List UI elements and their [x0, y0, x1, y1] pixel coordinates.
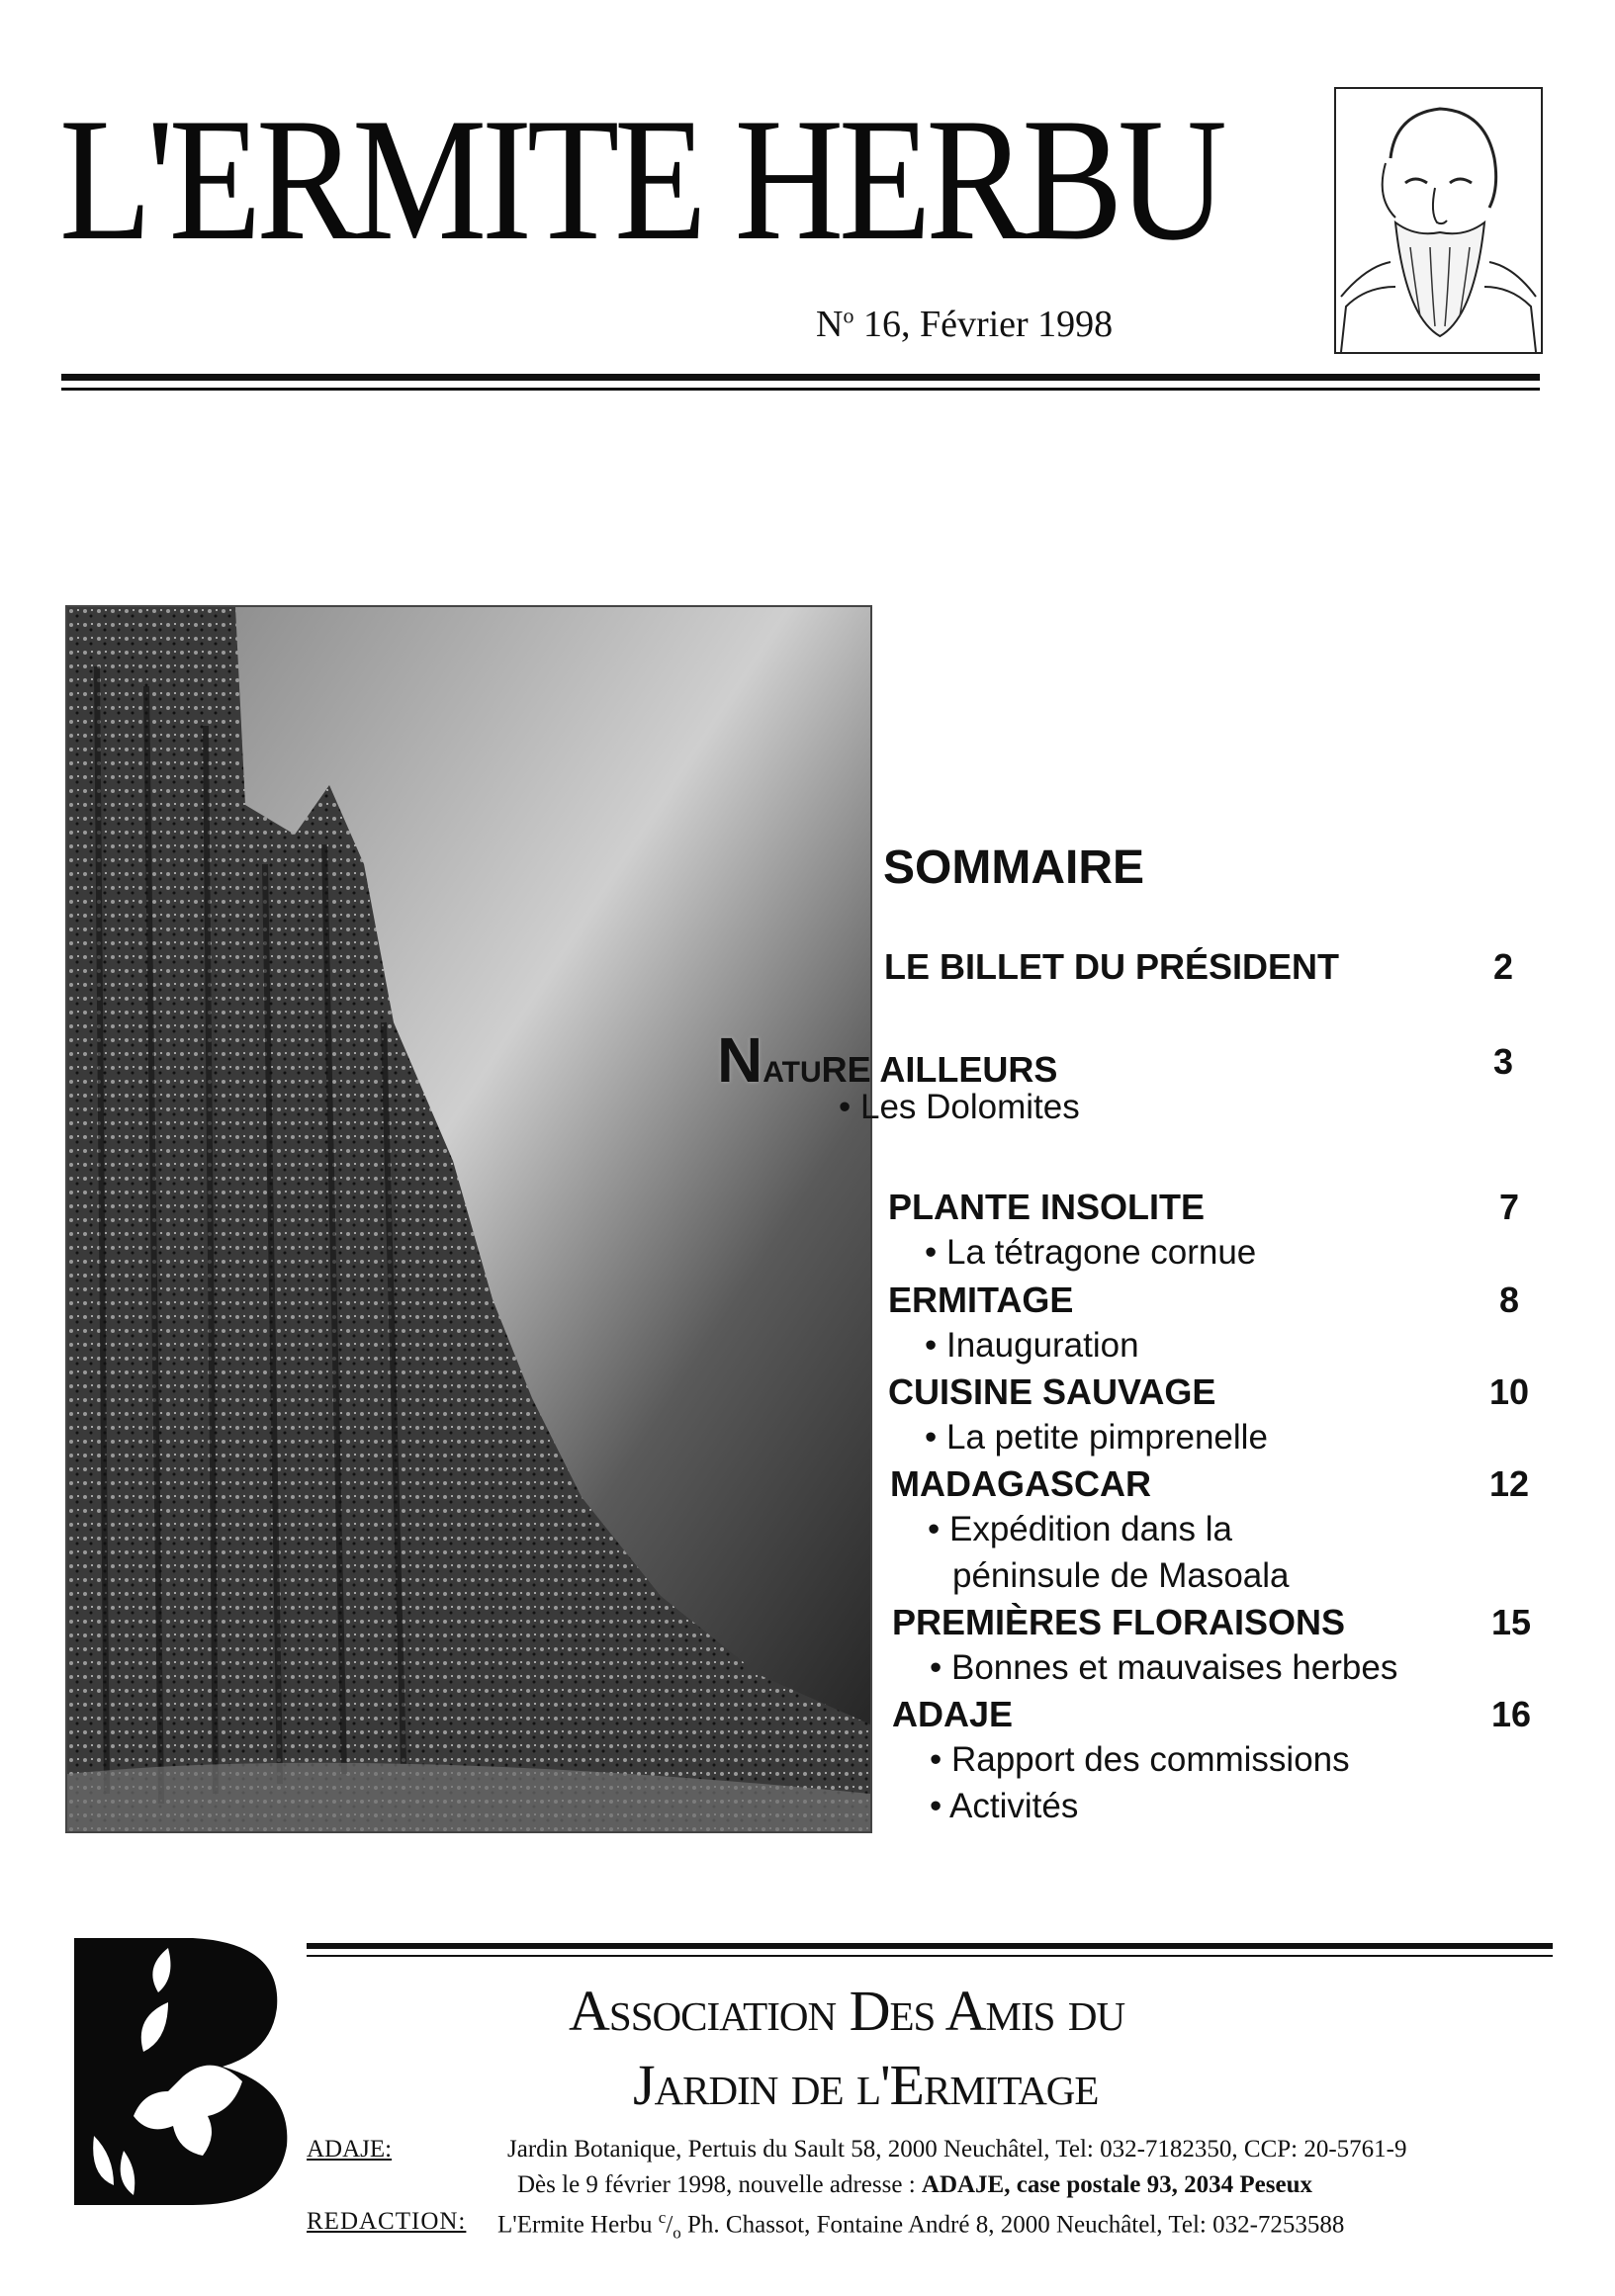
sommaire-heading: SOMMAIRE	[883, 841, 1144, 894]
masthead-title: L'ERMITE HERBU	[59, 81, 1222, 277]
toc-sub-plante-0: • La tétragone cornue	[925, 1233, 1257, 1272]
redaction-text: L'Ermite Herbu	[497, 2211, 653, 2239]
toc-nature-small: ATU	[763, 1056, 822, 1089]
toc-sub-cuisine-0: • La petite pimprenelle	[925, 1418, 1268, 1457]
redaction-co-c: c	[658, 2208, 667, 2227]
toc-page-adaje: 16	[1490, 1694, 1531, 1734]
redaction-label: REDACTION:	[307, 2208, 467, 2235]
hermit-portrait-illustration	[1334, 87, 1543, 354]
toc-nature-initial: N	[717, 1024, 763, 1096]
footer-rule-thick	[307, 1943, 1553, 1949]
adaje-logo	[74, 1938, 292, 2205]
toc-sub-ermitage-0: • Inauguration	[925, 1326, 1139, 1365]
issue-sup: o	[843, 303, 854, 328]
toc-page-billet: 2	[1492, 946, 1513, 987]
footer-rule-thin	[307, 1955, 1553, 1957]
toc-title-floraisons: PREMIÈRES FLORAISONS	[892, 1602, 1346, 1642]
toc-page-ermitage: 8	[1498, 1280, 1519, 1320]
toc-title-plante: PLANTE INSOLITE	[888, 1187, 1206, 1227]
redaction-rest: Ph. Chassot, Fontaine André 8, 2000 Neuchâtel, Tel: 032-7253588	[687, 2211, 1345, 2239]
toc-page-nature: 3	[1492, 1041, 1513, 1082]
toc-title-ermitage: ERMITAGE	[888, 1280, 1074, 1320]
issue-line	[816, 303, 1113, 346]
toc-sub-adaje-0: • Rapport des commissions	[930, 1740, 1350, 1779]
adaje-address: Jardin Botanique, Pertuis du Sault 58, 2000 Neuchâtel, Tel: 032-7182350, CCP: 20-5761-9	[507, 2136, 1407, 2163]
redaction-co-o: o	[673, 2223, 681, 2243]
toc-sub-madagascar-0: • Expédition dans la	[928, 1510, 1233, 1548]
association-name-line2: Jardin de l'Ermitage	[633, 2053, 1099, 2117]
issue-text: 16, Février 1998	[862, 304, 1114, 345]
new-address-prefix: Dès le 9 février 1998, nouvelle adresse :	[517, 2171, 916, 2198]
toc-title-billet: LE BILLET DU PRÉSIDENT	[884, 946, 1340, 987]
header-rule-thin	[61, 388, 1540, 391]
toc-page-madagascar: 12	[1488, 1463, 1529, 1504]
new-address-line	[517, 2171, 1312, 2199]
toc-page-floraisons: 15	[1490, 1602, 1531, 1642]
toc-sub-floraisons-0: • Bonnes et mauvaises herbes	[930, 1648, 1398, 1687]
toc-title-adaje: ADAJE	[892, 1694, 1014, 1734]
header-rule-thick	[61, 374, 1540, 381]
new-address-bold: ADAJE, case postale 93, 2034 Peseux	[921, 2171, 1312, 2198]
toc-sub-nature-0: • Les Dolomites	[839, 1088, 1080, 1126]
dolomites-cliff-photo	[65, 605, 872, 1833]
redaction-line: L'Ermite Herbu $^c/_o$ Ph. Chassot, Fontaine André 8, 2000 Neuchâtel, Tel: 032-7253588	[497, 2208, 1345, 2243]
issue-prefix: N	[816, 304, 844, 345]
toc-nature-rest: RE AILLEURS	[821, 1049, 1058, 1090]
association-name-line1: Association Des Amis du	[569, 1979, 1125, 2043]
toc-page-cuisine: 10	[1488, 1371, 1529, 1412]
toc-sub-madagascar-1: péninsule de Masoala	[952, 1556, 1290, 1595]
toc-page-plante: 7	[1498, 1187, 1519, 1227]
adaje-label: ADAJE:	[307, 2136, 393, 2163]
toc-title-cuisine: CUISINE SAUVAGE	[888, 1371, 1216, 1412]
toc-title-nature	[717, 1023, 1057, 1097]
toc-title-madagascar: MADAGASCAR	[890, 1463, 1151, 1504]
toc-sub-adaje-1: • Activités	[930, 1787, 1079, 1825]
